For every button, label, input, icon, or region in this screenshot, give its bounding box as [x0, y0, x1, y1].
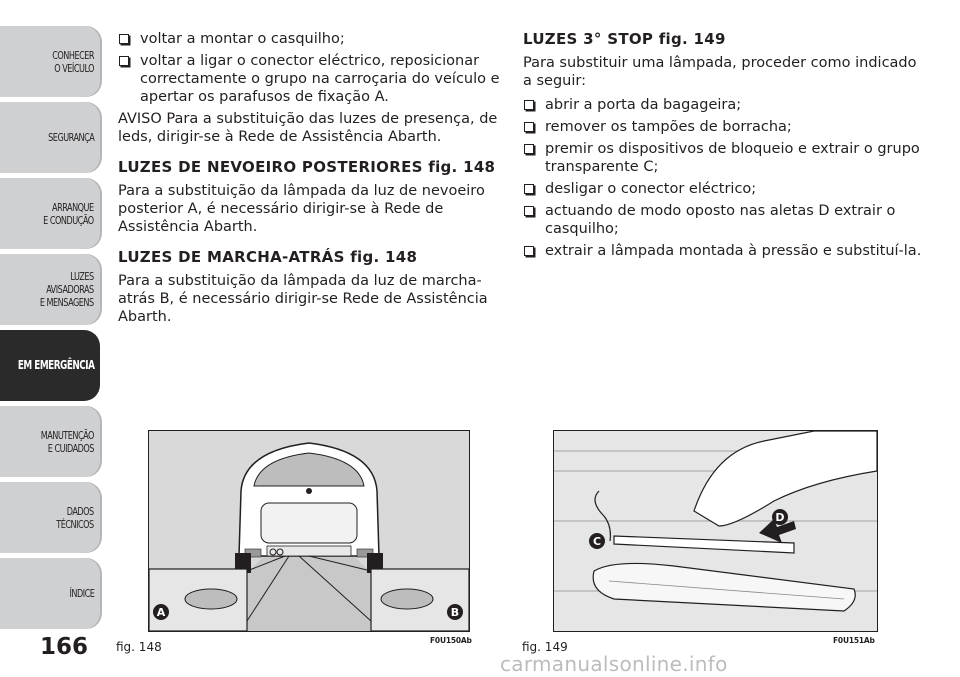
figure-148-car-rear	[148, 430, 470, 632]
tab-dados-tecnicos[interactable]	[0, 482, 100, 553]
tab-label: DADOS TÉCNICOS	[56, 504, 94, 531]
list-item-text: desligar o conector eléctrico;	[545, 181, 757, 197]
list-item-text: extrair a lâmpada montada à pressão e substituí-la.	[545, 243, 922, 259]
checkbox-bullet-icon	[524, 184, 534, 194]
figure-149-third-stop-lamp	[553, 430, 878, 632]
tab-indice[interactable]	[0, 558, 100, 629]
para-fog-lights: Para a substituição da lâmpada da luz de nevoeiro posterior A, é necessário dirigir-se à Rede de Assistência Abarth.	[118, 183, 485, 235]
tab-label: ARRANQUE E CONDUÇÃO	[43, 200, 94, 227]
tab-arranque-e-conducao[interactable]	[0, 178, 100, 249]
list-item	[523, 140, 923, 176]
tab-manutencao-e-cuidados[interactable]	[0, 406, 100, 477]
list-item	[523, 118, 923, 136]
callout-a: A	[156, 606, 166, 619]
list-item-text: premir os dispositivos de bloqueio e extrair o grupo transparente C;	[545, 141, 920, 175]
list-item	[118, 30, 508, 48]
list-item	[523, 202, 923, 238]
tab-label: EM EMERGÊNCIA	[17, 358, 94, 372]
callout-c: C	[592, 535, 602, 548]
heading-fog-lights: LUZES DE NEVOEIRO POSTERIORES fig. 148	[118, 158, 496, 176]
list-item	[523, 96, 923, 114]
checkbox-bullet-icon	[524, 100, 534, 110]
intro-paragraph: Para substituir uma lâmpada, proceder como indicado a seguir:	[523, 55, 917, 89]
checkbox-bullet-icon	[119, 56, 129, 66]
checkbox-bullet-icon	[524, 144, 534, 154]
tab-label: MANUTENÇÃO E CUIDADOS	[40, 428, 94, 455]
tab-label: SEGURANÇA	[47, 131, 94, 144]
checkbox-bullet-icon	[119, 34, 129, 44]
tab-seguranca[interactable]	[0, 102, 100, 173]
list-item-text: voltar a montar o casquilho;	[140, 31, 345, 47]
checkbox-bullet-icon	[524, 122, 534, 132]
list-item	[523, 180, 923, 198]
aviso-note: AVISO Para a substituição das luzes de presença, de leds, dirigir-se à Rede de Assistência Abarth.	[118, 111, 498, 145]
fig-148-code: F0U150Ab	[430, 636, 472, 645]
list-item-text: voltar a ligar o conector eléctrico, reposicionar correctamente o grupo na carroçaria do veículo e apertar os parafusos de fixação A.	[140, 53, 500, 105]
tab-label: ÍNDICE	[69, 587, 94, 600]
watermark: carmanualsonline.info	[500, 652, 728, 676]
car-rear-illustration	[149, 431, 469, 631]
list-item-text: abrir a porta da bagageira;	[545, 97, 742, 113]
list-item	[118, 52, 508, 106]
callout-d: D	[775, 511, 785, 524]
tab-conhecer-o-veiculo[interactable]	[0, 26, 100, 97]
page-number: 166	[40, 634, 89, 660]
fig-149-caption: fig. 149	[522, 640, 568, 654]
tab-em-emergencia[interactable]	[0, 330, 100, 401]
checkbox-bullet-icon	[524, 206, 534, 216]
callout-b: B	[450, 606, 460, 619]
list-item-text: remover os tampões de borracha;	[545, 119, 792, 135]
list-item	[523, 242, 923, 260]
tab-label: LUZES AVISADORAS E MENSAGENS	[40, 270, 94, 309]
heading-reverse-lights: LUZES DE MARCHA-ATRÁS fig. 148	[118, 248, 418, 266]
stop-lamp-illustration	[554, 431, 877, 631]
heading-third-stop: LUZES 3° STOP fig. 149	[523, 30, 726, 48]
right-column	[523, 30, 923, 264]
list-item-text: actuando de modo oposto nas aletas D extrair o casquilho;	[545, 203, 896, 237]
tab-luzes-avisadoras[interactable]	[0, 254, 100, 325]
tab-label: CONHECER O VEÍCULO	[52, 48, 94, 75]
checkbox-bullet-icon	[524, 246, 534, 256]
fig-149-code: F0U151Ab	[833, 636, 875, 645]
left-column	[118, 30, 508, 332]
fig-148-caption: fig. 148	[116, 640, 162, 654]
para-reverse-lights: Para a substituição da lâmpada da luz de marcha-atrás B, é necessário dirigir-se Rede de Assistência Abarth.	[118, 273, 488, 325]
